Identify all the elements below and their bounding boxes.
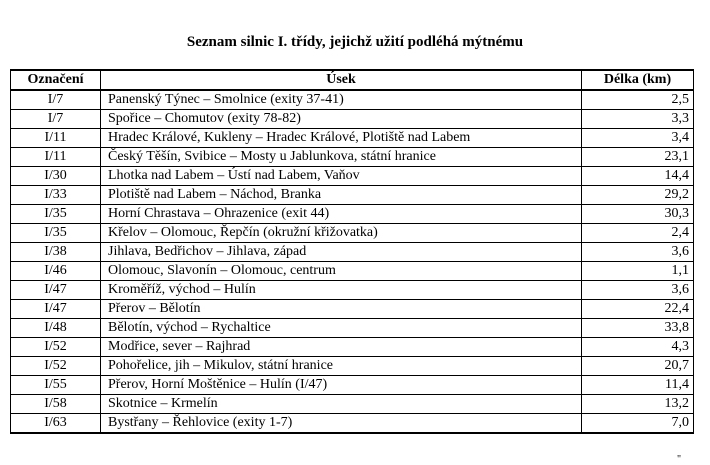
cell-oznaceni: I/33 [11,186,101,205]
cell-delka: 2,4 [582,224,694,243]
cell-usek: Český Těšín, Svibice – Mosty u Jablunkova, státní hranice [101,148,582,167]
table-row [11,148,694,167]
table-row [11,262,694,281]
cell-oznaceni: I/11 [11,129,101,148]
table-row [11,395,694,414]
cell-delka: 33,8 [582,319,694,338]
table-row [11,281,694,300]
cell-usek: Plotiště nad Labem – Náchod, Branka [101,186,582,205]
cell-delka: 11,4 [582,376,694,395]
cell-oznaceni: I/11 [11,148,101,167]
cell-usek: Lhotka nad Labem – Ústí nad Labem, Vaňov [101,167,582,186]
table-row [11,167,694,186]
cell-oznaceni: I/38 [11,243,101,262]
cell-delka: 1,1 [582,262,694,281]
cell-usek: Pohořelice, jih – Mikulov, státní hranice [101,357,582,376]
table-row [11,186,694,205]
cell-oznaceni: I/35 [11,224,101,243]
cell-delka: 3,4 [582,129,694,148]
cell-usek: Olomouc, Slavonín – Olomouc, centrum [101,262,582,281]
cell-delka: 30,3 [582,205,694,224]
cell-oznaceni: I/58 [11,395,101,414]
table-row [11,319,694,338]
cell-delka: 29,2 [582,186,694,205]
table-row [11,414,694,434]
cell-delka: 4,3 [582,338,694,357]
cell-delka: 20,7 [582,357,694,376]
table-row [11,376,694,395]
document-title: Seznam silnic I. třídy, jejichž užití podléhá mýtnému [186,34,524,50]
cell-usek: Hradec Králové, Kukleny – Hradec Králové, Plotiště nad Labem [101,129,582,148]
cell-delka: 22,4 [582,300,694,319]
cell-usek: Přerov – Bělotín [101,300,582,319]
cell-usek: Bystřany – Řehlovice (exity 1-7) [101,414,582,434]
table-row [11,338,694,357]
header-oznaceni: Označení [11,70,101,90]
cell-oznaceni: I/48 [11,319,101,338]
header-row [11,70,694,90]
header-usek: Úsek [101,70,582,90]
table-row [11,205,694,224]
cell-usek: Přerov, Horní Moštěnice – Hulín (I/47) [101,376,582,395]
cell-usek: Skotnice – Krmelín [101,395,582,414]
cell-oznaceni: I/46 [11,262,101,281]
cell-oznaceni: I/52 [11,338,101,357]
cell-delka: 7,0 [582,414,694,434]
cell-oznaceni: I/63 [11,414,101,434]
cell-oznaceni: I/35 [11,205,101,224]
cell-oznaceni: I/30 [11,167,101,186]
table-header [11,70,694,90]
table-row [11,300,694,319]
cell-oznaceni: I/7 [11,90,101,110]
cell-oznaceni: I/52 [11,357,101,376]
cell-usek: Horní Chrastava – Ohrazenice (exit 44) [101,205,582,224]
table-row [11,129,694,148]
table-row [11,357,694,376]
cell-delka: 14,4 [582,167,694,186]
toll-roads-table [10,69,694,434]
table-row [11,224,694,243]
cell-usek: Panenský Týnec – Smolnice (exity 37-41) [101,90,582,110]
table-row [11,110,694,129]
cell-usek: Kroměříž, východ – Hulín [101,281,582,300]
cell-delka: 3,3 [582,110,694,129]
cell-oznaceni: I/47 [11,300,101,319]
cell-oznaceni: I/7 [11,110,101,129]
cell-delka: 23,1 [582,148,694,167]
cell-usek: Jihlava, Bedřichov – Jihlava, západ [101,243,582,262]
cell-usek: Křelov – Olomouc, Řepčín (okružní křižovatka) [101,224,582,243]
table-row [11,243,694,262]
table-row [11,90,694,110]
cell-delka: 3,6 [582,281,694,300]
cell-delka: 3,6 [582,243,694,262]
page-corner-mark: " [677,454,682,465]
cell-usek: Modřice, sever – Rajhrad [101,338,582,357]
cell-usek: Bělotín, východ – Rychaltice [101,319,582,338]
cell-delka: 13,2 [582,395,694,414]
cell-oznaceni: I/55 [11,376,101,395]
cell-delka: 2,5 [582,90,694,110]
cell-usek: Spořice – Chomutov (exity 78-82) [101,110,582,129]
cell-oznaceni: I/47 [11,281,101,300]
table-body [11,90,694,433]
header-delka: Délka (km) [582,70,694,90]
